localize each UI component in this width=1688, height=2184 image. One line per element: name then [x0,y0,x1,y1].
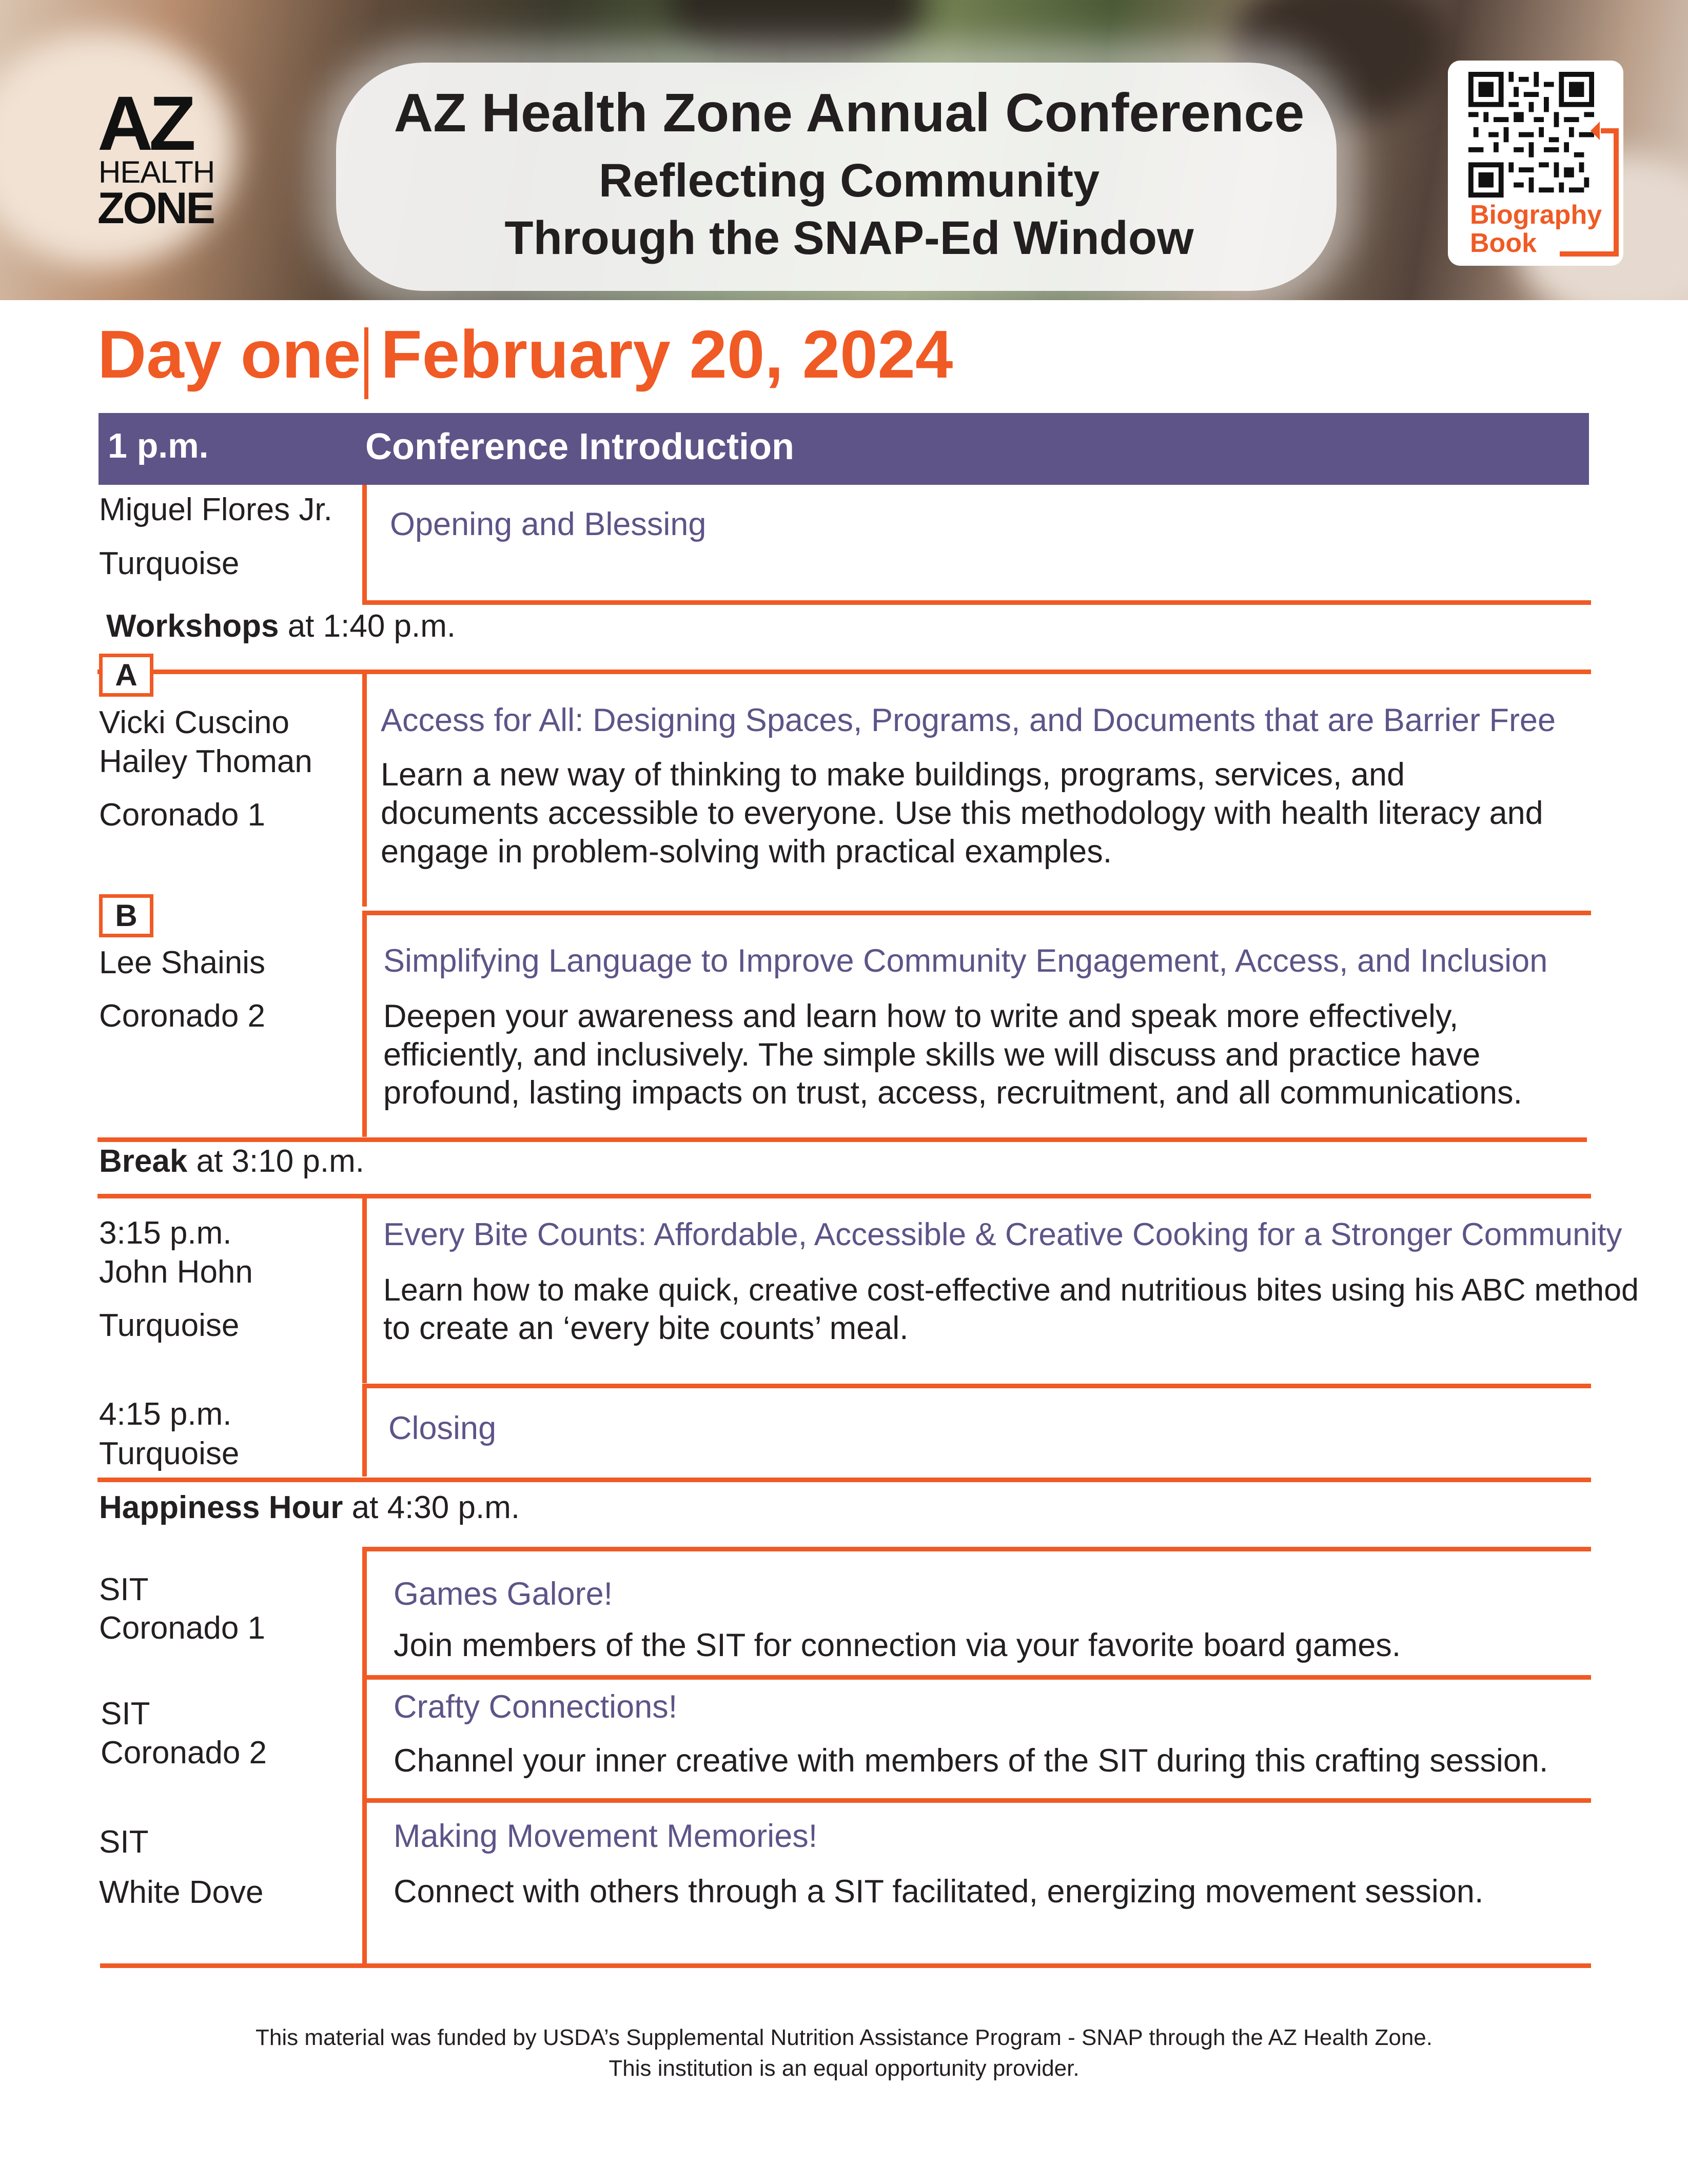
conference-subtitle-line2: Through the SNAP-Ed Window [504,212,1194,264]
column-divider [362,1388,367,1477]
row-divider [362,1798,1591,1803]
session-description-line: Connect with others through a SIT facilitated, energizing movement session. [394,1874,1484,1910]
day-date: February 20, 2024 [381,317,953,392]
room-name: Turquoise [99,1436,240,1471]
conference-title: AZ Health Zone Annual Conference [394,83,1305,143]
host-name: SIT [101,1696,150,1732]
session-title: Making Movement Memories! [394,1818,818,1854]
room-name: Turquoise [99,1308,240,1343]
column-divider [362,674,367,907]
workshops-label: Workshops [106,608,279,644]
row-divider [362,600,1591,605]
banner-photo-area [667,0,924,72]
workshop-a-badge: A [99,654,153,697]
host-name: SIT [99,1824,149,1860]
logo-az: AZ [97,80,192,166]
room-name: White Dove [99,1875,264,1910]
row-divider [362,911,1591,915]
session-description-line: documents accessible to everyone. Use this methodology with health literacy and [381,795,1543,831]
row-divider [362,1547,1591,1551]
row-divider [97,1194,1591,1198]
speaker-name: Lee Shainis [99,945,266,980]
logo-zone: ZONE [97,184,214,233]
row-divider [362,1384,1591,1388]
footer-equal-opportunity: This institution is an equal opportunity provider. [609,2056,1079,2081]
session-time: 4:15 p.m. [99,1396,232,1432]
row-divider [97,670,1591,674]
session-description-line: to create an ‘every bite counts’ meal. [383,1310,909,1346]
room-name: Coronado 2 [101,1735,267,1770]
row-divider [97,1137,1587,1142]
session-title: Closing [388,1410,497,1446]
session-description-line: profound, lasting impacts on trust, access, recruitment, and all communications. [383,1075,1523,1111]
room-name: Turquoise [99,546,240,581]
break-time: at 3:10 p.m. [196,1144,365,1179]
speaker-name: Hailey Thoman [99,744,312,779]
session-title: Opening and Blessing [390,506,706,542]
break-heading [99,1143,364,1179]
column-divider [362,915,367,1137]
workshops-heading [106,608,456,644]
logo-health: HEALTH [99,155,215,189]
row-divider [97,1478,1591,1482]
intro-time: 1 p.m. [108,426,209,465]
workshops-time: at 1:40 p.m. [287,608,456,644]
session-title: Crafty Connections! [394,1689,678,1725]
session-title: Every Bite Counts: Affordable, Accessible & Creative Cooking for a Stronger Community [383,1217,1622,1252]
room-name: Coronado 2 [99,998,266,1034]
intro-heading: Conference Introduction [365,426,795,467]
happiness-hour-heading [99,1489,520,1526]
day-label: Day one [97,317,361,392]
session-description-line: Join members of the SIT for connection via your favorite board games. [394,1627,1401,1663]
session-description-line: engage in problem-solving with practical examples. [381,834,1112,870]
az-health-zone-logo [92,80,226,244]
room-name: Coronado 1 [99,797,266,833]
column-divider [362,1551,367,1968]
happiness-hour-label: Happiness Hour [99,1490,343,1525]
room-name: Coronado 1 [99,1610,266,1646]
speaker-name: Vicki Cuscino [99,705,290,740]
row-divider [100,1963,1591,1968]
biography-book-link[interactable]: Biography [1470,200,1602,230]
session-title: Simplifying Language to Improve Community Engagement, Access, and Inclusion [383,943,1548,979]
biography-book-link[interactable]: Book [1470,228,1537,258]
row-divider [362,1675,1591,1680]
session-time: 3:15 p.m. [99,1215,232,1251]
session-title: Games Galore! [394,1576,613,1612]
host-name: SIT [99,1572,149,1607]
footer-funding-note: This material was funded by USDA’s Supplemental Nutrition Assistance Program - SNAP through the AZ Health Zone. [256,2025,1432,2050]
intro-header-bar [99,413,1589,485]
session-description-line: Channel your inner creative with members of the SIT during this crafting session. [394,1743,1548,1779]
column-divider [362,1198,367,1383]
happiness-hour-time: at 4:30 p.m. [351,1490,520,1525]
session-title: Access for All: Designing Spaces, Programs, and Documents that are Barrier Free [381,702,1556,738]
speaker-name: John Hohn [99,1254,253,1290]
workshop-b-badge: B [99,894,153,937]
session-description-line: efficiently, and inclusively. The simple skills we will discuss and practice have [383,1037,1481,1073]
column-divider [362,485,367,603]
session-description-line: Deepen your awareness and learn how to write and speak more effectively, [383,998,1459,1034]
day-divider [364,327,368,399]
session-description-line: Learn a new way of thinking to make buildings, programs, services, and [381,757,1405,793]
break-label: Break [99,1144,188,1179]
session-description-line: Learn how to make quick, creative cost-effective and nutritious bites using his ABC method [383,1272,1639,1307]
speaker-name: Miguel Flores Jr. [99,492,332,527]
conference-subtitle-line1: Reflecting Community [598,154,1100,207]
